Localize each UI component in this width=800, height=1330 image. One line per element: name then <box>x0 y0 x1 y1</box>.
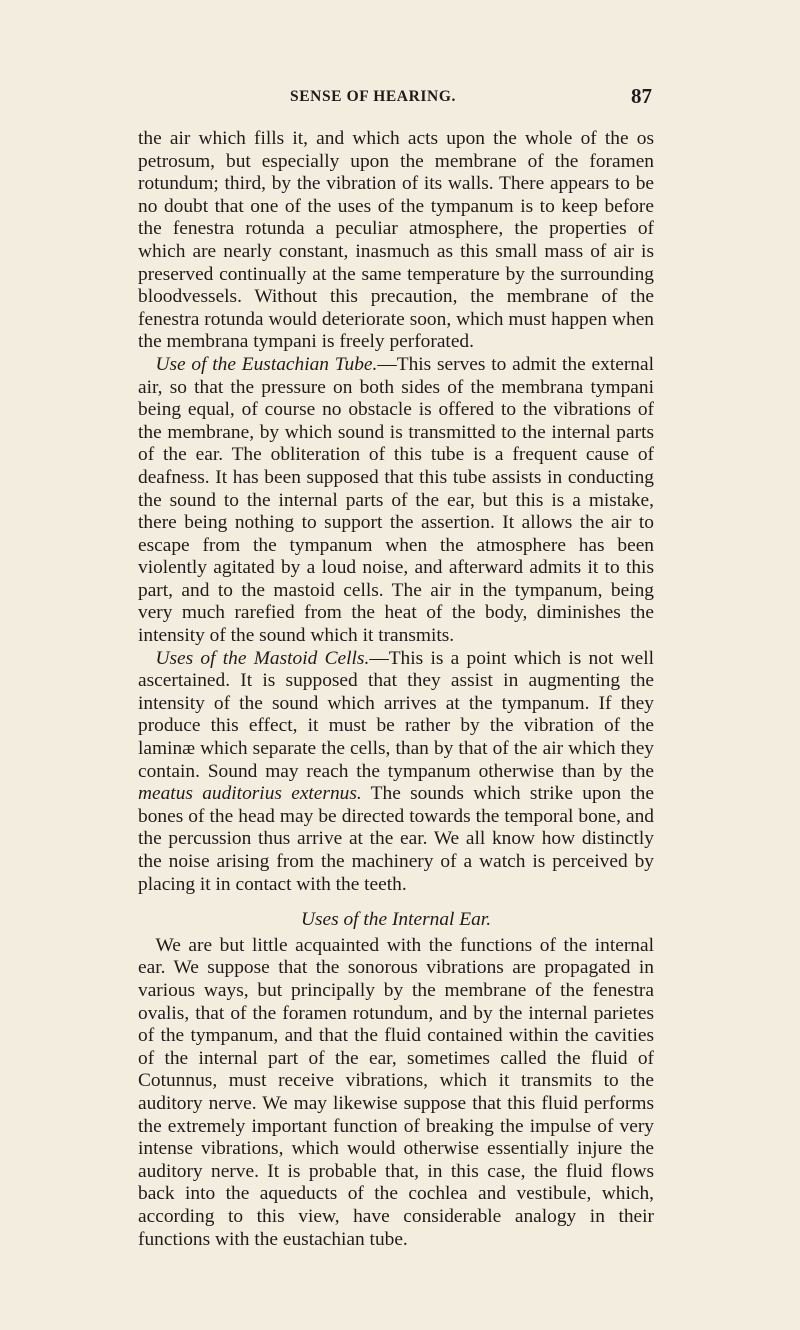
page-header <box>290 84 652 114</box>
paragraph-body-mastoid-a: —This is a point which is not well ascertained. It is supposed that they assist in augmenting the intensity of the sound which arrives at the tympanum. If they produce this effect, it must be rather by the vibration of the laminæ which separate the cells, than by that of the air which they contain. Sound may reach the tympanum otherwise than by the <box>138 647 654 782</box>
paragraph-body-eustachian: —This serves to admit the external air, so that the pressure on both sides of the membrana tympani being equal, of course no obstacle is offered to the vibrations of the membrane, by which sound is transmitted to the internal parts of the ear. The obliteration of this tube is a frequent cause of deafness. It has been supposed that this tube assists in conducting the sound to the internal parts of the ear, but this is a mistake, there being nothing to support the assertion. It allows the air to escape from the tympanum when the atmosphere has been violently agitated by a loud noise, and afterward admits it to this part, and to the mastoid cells. The air in the tympanum, being very much rarefied from the heat of the body, diminishes the intensity of the sound which it transmits. <box>138 353 654 647</box>
paragraph-mastoid-cells <box>138 648 654 897</box>
body-text <box>138 128 654 1251</box>
section-heading-internal-ear: Uses of the Internal Ear. <box>300 909 492 931</box>
paragraph-heading-mastoid: Uses of the Mastoid Cells. <box>155 647 370 669</box>
italic-term-meatus: meatus auditorius externus. <box>138 783 362 805</box>
paragraph-body-mastoid-b: The sounds which strike upon the bones of the head may be directed towards the temporal bone, and the percussion thus arrive at the ear. We all know how distinctly the noise arising from the machinery of a watch is perceived by placing it in contact with the teeth. <box>138 783 654 895</box>
paragraph-eustachian-tube <box>138 354 654 648</box>
paragraph-heading-eustachian: Use of the Eustachian Tube. <box>155 353 378 375</box>
page-number: 87 <box>631 84 652 108</box>
paragraph-internal-ear: We are but little acquainted with the functions of the internal ear. We suppose that the sonorous vibrations are propagated in various ways, but principally by the membrane of the fenestra ovalis, that of the foramen rotundum, and by the internal parietes of the tympanum, and that the fluid contained within the cavities of the internal part of the ear, sometimes called the fluid of Cotunnus, must receive vibrations, which it transmits to the auditory nerve. We may likewise suppose that this fluid performs the extremely important function of breaking the impulse of very intense vibrations, which would otherwise essentially injure the auditory nerve. It is probable that, in this case, the fluid flows back into the aqueducts of the cochlea and vestibule, which, according to this view, have considerable analogy in their functions with the eustachian tube. <box>138 934 654 1250</box>
running-head: SENSE OF HEARING. <box>290 88 456 105</box>
paragraph-tympanum-continued: the air which fills it, and which acts upon the whole of the os petrosum, but especially upon the membrane of the foramen rotundum; third, by the vibration of its walls. There appears to be no doubt that one of the uses of the tympanum is to keep before the fenestra rotunda a peculiar atmosphere, the properties of which are nearly constant, inasmuch as this small mass of air is preserved continually at the same temperature by the surrounding bloodvessels. Without this precaution, the membrane of the fenestra rotunda would deteriorate soon, which must happen when the membrana tympani is freely perforated. <box>138 128 654 353</box>
